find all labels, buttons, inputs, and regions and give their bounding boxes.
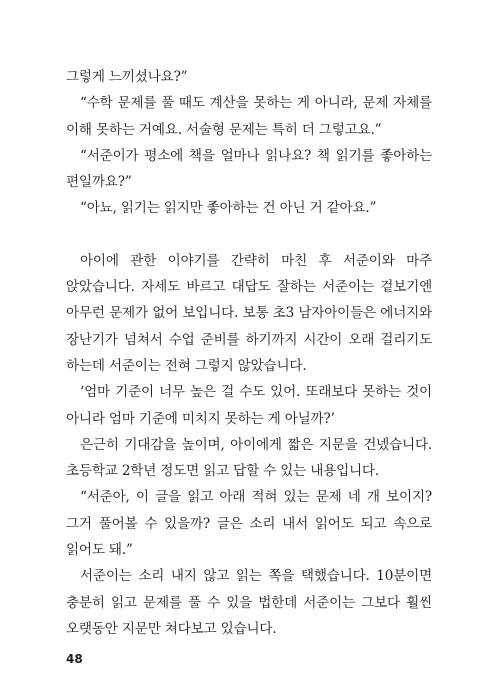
paragraph-dialogue-reading-answer: “아뇨, 읽기는 읽지만 좋아하는 건 아닌 거 같아요.” — [80, 200, 377, 217]
paragraph-continued-dialogue: 그렇게 느끼셨나요?” — [66, 69, 188, 85]
page-number: 48 — [66, 652, 83, 666]
body-text — [66, 64, 432, 642]
paragraph-narration-silent-reading: 서준이는 소리 내지 않고 읽는 쪽을 택했습니다. 10분이면 충분히 읽고 문제를 풀 수 있을 법한데 서준이는 그보다 훨씬 오랫동안 지문만 쳐다보고 있습니다. — [66, 568, 432, 637]
paragraph-narration-passage: 은근히 기대감을 높이며, 아이에게 짧은 지문을 건넸습니다. 초등학교 2학년 정도면 읽고 답할 수 있는 내용입니다. — [66, 436, 432, 480]
paragraph-narration-meeting: 아이에 관한 이야기를 간략히 마친 후 서준이와 마주 앉았습니다. 자세도 바르고 대답도 잘하는 서준이는 겉보기엔 아무런 문제가 없어 보입니다. 보통 초3 남자아이들은 에너지와 장난기가 넘쳐서 수업 준비를 하기까지 시간이 오래 걸리기도 하는데 서준이는 전혀 그렇지 않았습니다. — [66, 252, 432, 374]
paragraph-dialogue-reading-question: “서준이가 평소에 책을 얼마나 읽나요? 책 읽기를 좋아하는 편일까요?” — [66, 147, 432, 191]
paragraph-inner-thought: ‘엄마 기준이 너무 높은 걸 수도 있어. 또래보다 못하는 것이 아니라 엄마 기준에 미치지 못하는 게 아닐까?’ — [66, 384, 432, 427]
paragraph-dialogue-instruction: “서준아, 이 글을 읽고 아래 적혀 있는 문제 네 개 보이지? 그거 풀어볼 수 있을까? 글은 소리 내서 읽어도 되고 속으로 읽어도 돼.” — [66, 489, 432, 559]
paragraph-dialogue-math: “수학 문제를 풀 때도 계산을 못하는 게 아니라, 문제 자체를 이해 못하는 거예요. 서술형 문제는 특히 더 그렇고요.” — [66, 95, 432, 138]
section-gap — [66, 222, 432, 248]
